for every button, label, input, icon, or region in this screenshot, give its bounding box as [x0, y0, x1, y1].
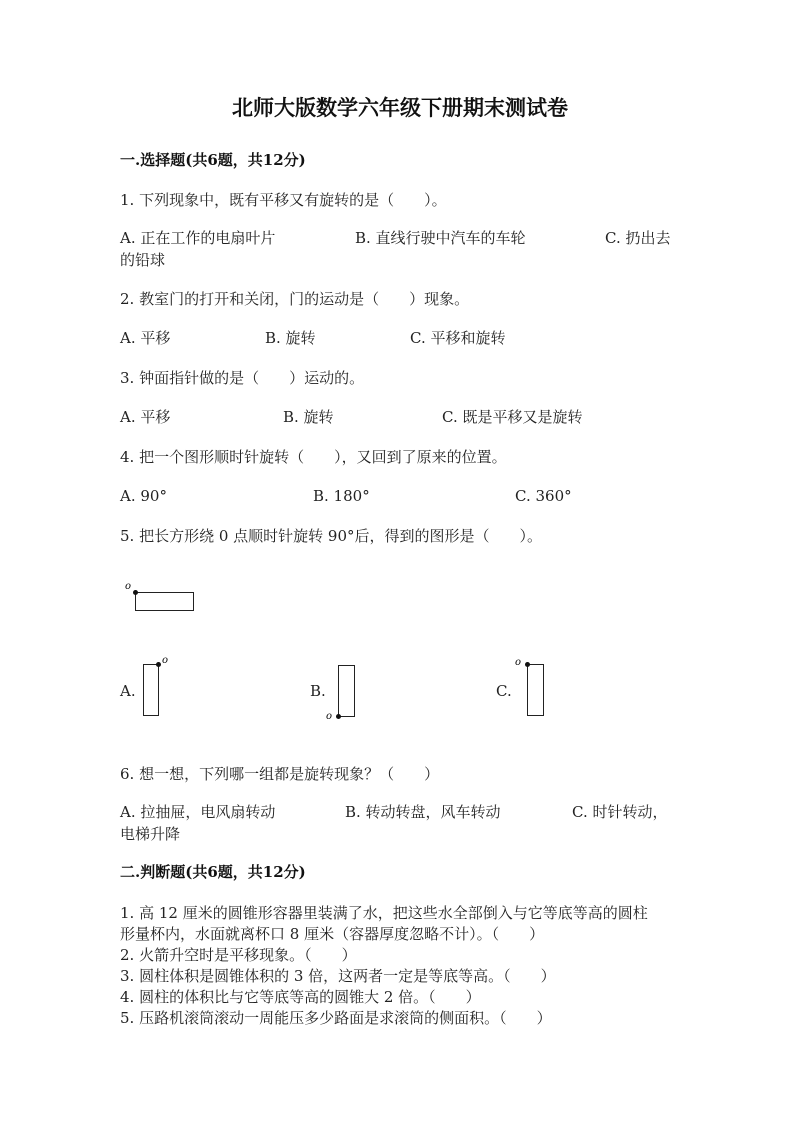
judgment-item: 2. 火箭升空时是平移现象。（ ） [120, 946, 357, 964]
question-3-option-b[interactable]: B. 旋转 [283, 408, 334, 426]
question-4-option-b[interactable]: B. 180° [313, 487, 370, 505]
question-1-option-b[interactable]: B. 直线行驶中汽车的车轮 [355, 229, 526, 247]
question-6-stem: 6. 想一想，下列哪一组都是旋转现象？（ ） [120, 765, 440, 783]
judgment-item: 3. 圆柱体积是圆锥体积的 3 倍，这两者一定是等底等高。（ ） [120, 967, 556, 985]
question-5-option-b[interactable]: B. [310, 682, 326, 700]
question-3-option-a[interactable]: A. 平移 [120, 408, 171, 426]
question-3-option-c[interactable]: C. 既是平移又是旋转 [442, 408, 583, 426]
judgment-item: 形量杯内，水面就离杯口 8 厘米（容器厚度忽略不计）。（ ） [120, 925, 545, 943]
question-6-option-a[interactable]: A. 拉抽屉，电风扇转动 [120, 803, 276, 821]
section-heading-true-false: 二.判断题(共6题，共12分) [120, 863, 306, 881]
question-6-option-b[interactable]: B. 转动转盘，风车转动 [345, 803, 501, 821]
page-title: 北师大版数学六年级下册期末测试卷 [232, 95, 568, 120]
option-a-point-dot [156, 662, 161, 667]
question-5-option-a[interactable]: A. [120, 682, 136, 700]
question-1-stem: 1. 下列现象中，既有平移又有旋转的是（ ）。 [120, 191, 447, 209]
question-4-stem: 4. 把一个图形顺时针旋转（ ），又回到了原来的位置。 [120, 448, 507, 466]
option-a-point-label: o [162, 655, 169, 666]
question-5-stem: 5. 把长方形绕 0 点顺时针旋转 90°后，得到的图形是（ ）。 [120, 527, 543, 545]
question-2-option-a[interactable]: A. 平移 [120, 329, 171, 347]
option-c-rectangle [527, 664, 544, 716]
question-6-option-c-continued: 电梯升降 [120, 825, 181, 843]
question-1-option-a[interactable]: A. 正在工作的电扇叶片 [120, 229, 276, 247]
question-3-stem: 3. 钟面指针做的是（ ）运动的。 [120, 369, 365, 387]
question-1-option-c[interactable]: C. 扔出去 [605, 229, 671, 247]
option-b-point-dot [336, 714, 341, 719]
option-b-rectangle [338, 665, 355, 717]
option-c-point-label: o [515, 657, 522, 668]
point-o-dot [133, 590, 138, 595]
option-b-point-label: o [326, 711, 333, 722]
option-c-point-dot [525, 662, 530, 667]
option-a-rectangle [143, 664, 159, 716]
question-2-stem: 2. 教室门的打开和关闭，门的运动是（ ）现象。 [120, 290, 470, 308]
point-o-label: o [125, 581, 132, 592]
original-rectangle [135, 592, 194, 611]
question-5-option-c[interactable]: C. [496, 682, 512, 700]
question-2-option-b[interactable]: B. 旋转 [265, 329, 316, 347]
judgment-item: 1. 高 12 厘米的圆锥形容器里装满了水，把这些水全部倒入与它等底等高的圆柱 [120, 904, 648, 922]
judgment-item: 5. 压路机滚筒滚动一周能压多少路面是求滚筒的侧面积。（ ） [120, 1009, 552, 1027]
question-4-option-a[interactable]: A. 90° [120, 487, 167, 505]
question-6-option-c[interactable]: C. 时针转动， [572, 803, 668, 821]
question-2-option-c[interactable]: C. 平移和旋转 [410, 329, 506, 347]
section-heading-choice: 一.选择题(共6题，共12分) [120, 151, 306, 169]
question-4-option-c[interactable]: C. 360° [515, 487, 572, 505]
question-1-option-c-continued: 的铅球 [120, 251, 166, 269]
judgment-item: 4. 圆柱的体积比与它等底等高的圆锥大 2 倍。（ ） [120, 988, 481, 1006]
